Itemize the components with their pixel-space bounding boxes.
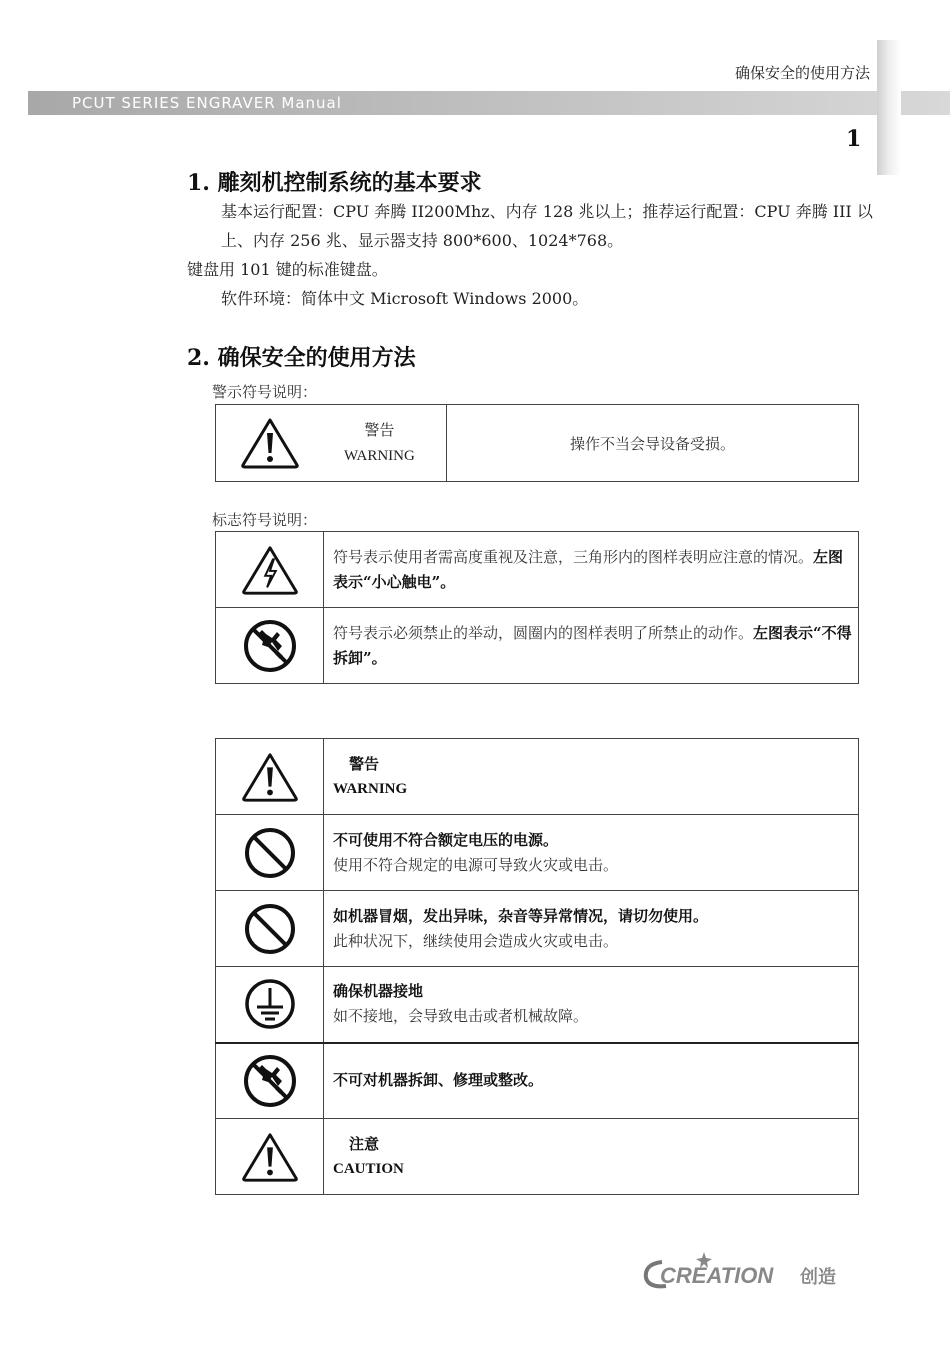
symbol-row-disassembly xyxy=(216,608,859,684)
symbol-disassembly-bold: 左图表示“不得拆卸”。 xyxy=(333,623,852,667)
section1-heading: 1. 雕刻机控制系统的基本要求 xyxy=(187,170,482,196)
creation-logo-graphic xyxy=(640,1248,850,1292)
symbol-disassembly-text: 符号表示必须禁止的举动，圆圈内的图样表明了所禁止的动作。 xyxy=(333,623,754,642)
warning-legend-label-cell xyxy=(216,405,447,482)
safety-row-voltage xyxy=(216,815,859,891)
symbol-row-electric xyxy=(216,532,859,608)
no-disassembly-icon xyxy=(242,618,298,674)
safety-smoke-detail: 此种状况下，继续使用会造成火灾或电击。 xyxy=(333,931,619,950)
section1-keyboard-text: 键盘用 101 键的标准键盘。 xyxy=(187,260,388,279)
warning-legend-table xyxy=(215,404,859,482)
safety-voltage-detail: 使用不符合规定的电源可导致火灾或电击。 xyxy=(333,855,619,874)
page-number: 1 xyxy=(846,126,862,152)
warning-label-en: WARNING xyxy=(344,448,415,464)
warning-description: 操作不当会导设备受损。 xyxy=(447,405,859,482)
safety-caution-subtitle: CAUTION xyxy=(333,1160,404,1177)
creation-logo xyxy=(640,1248,850,1296)
warning-triangle-icon xyxy=(241,751,299,803)
section1-software-text: 软件环境：简体中文 Microsoft Windows 2000。 xyxy=(221,289,589,308)
prohibited-circle-icon xyxy=(243,826,297,880)
prohibited-circle-icon xyxy=(243,902,297,956)
section1-config-text: 基本运行配置：CPU 奔腾 II200Mhz、内存 128 兆以上；推荐运行配置：CPU 奔腾 III 以上、内存 256 兆、显示器支持 800*600、1024*768。 xyxy=(221,202,873,250)
safety-ground-title: 确保机器接地 xyxy=(333,982,424,1001)
symbol-electric-text: 符号表示使用者需高度重视及注意，三角形内的图样表明应注意的情况。 xyxy=(333,547,814,566)
logo-cn-text: 创造 xyxy=(800,1267,836,1288)
safety-row-disassembly xyxy=(216,1043,859,1119)
warning-label-cn: 警告 xyxy=(364,421,395,439)
safety-row-warning xyxy=(216,739,859,815)
symbol-legend-table xyxy=(215,531,859,684)
electric-shock-triangle-icon xyxy=(241,544,299,596)
symbol-electric-bold: 左图表示“小心触电”。 xyxy=(333,547,844,591)
warning-symbol-caption: 警示符号说明： xyxy=(212,383,318,401)
section2-heading: 2. 确保安全的使用方法 xyxy=(187,345,416,371)
sign-symbol-caption: 标志符号说明： xyxy=(212,511,318,529)
safety-row-caution xyxy=(216,1119,859,1195)
safety-table xyxy=(215,738,859,1195)
safety-warning-title: 警告 xyxy=(349,754,380,773)
header-vertical-strip xyxy=(877,40,901,175)
safety-warning-subtitle: WARNING xyxy=(333,780,408,797)
warning-triangle-icon xyxy=(240,417,300,469)
manual-title: PCUT SERIES ENGRAVER Manual xyxy=(72,94,342,112)
running-header-section-title: 确保安全的使用方法 xyxy=(734,64,870,82)
ground-symbol-icon xyxy=(243,977,297,1031)
safety-row-smoke xyxy=(216,891,859,967)
warning-triangle-icon xyxy=(241,1131,299,1183)
safety-disassembly-title: 不可对机器拆卸、修理或整改。 xyxy=(333,1071,544,1090)
logo-text: CREATION xyxy=(660,1263,774,1288)
safety-caution-title: 注意 xyxy=(349,1134,380,1153)
safety-ground-detail: 如不接地，会导致电击或者机械故障。 xyxy=(333,1007,589,1026)
no-disassembly-icon xyxy=(242,1053,298,1109)
safety-voltage-title: 不可使用不符合额定电压的电源。 xyxy=(333,830,559,849)
safety-smoke-title: 如机器冒烟，发出异味，杂音等异常情况，请切勿使用。 xyxy=(333,906,709,925)
safety-row-ground xyxy=(216,967,859,1043)
